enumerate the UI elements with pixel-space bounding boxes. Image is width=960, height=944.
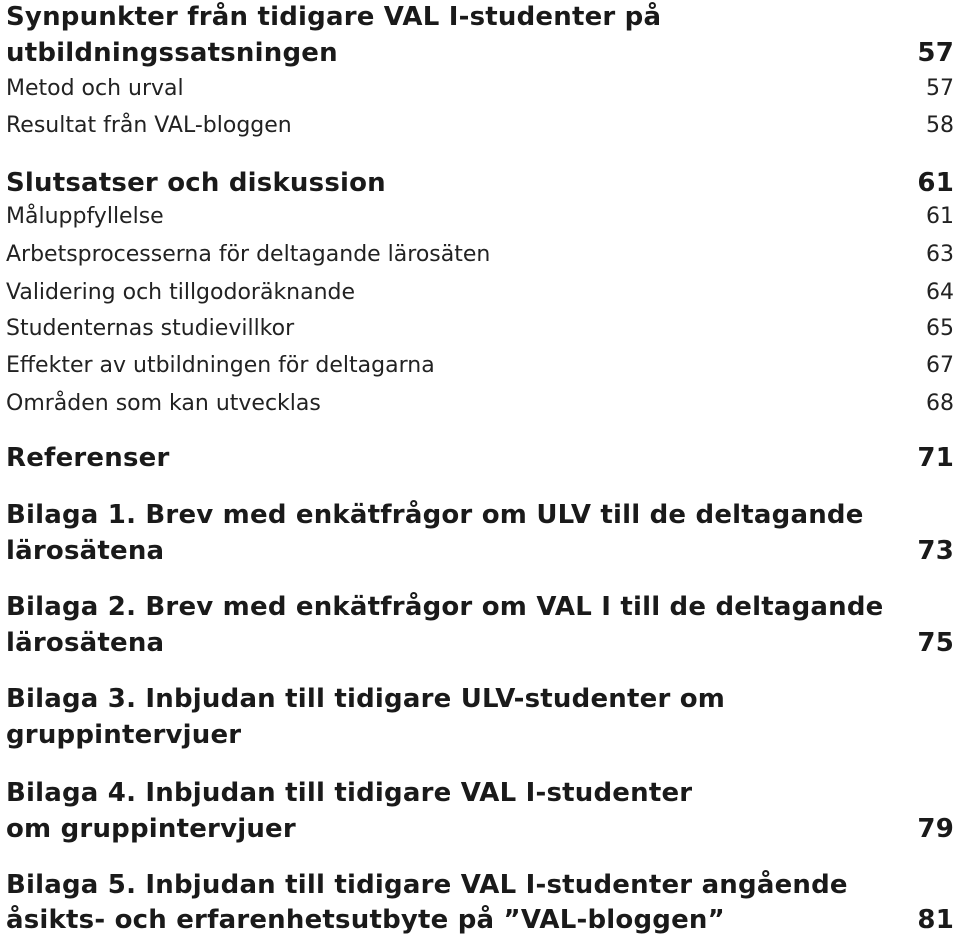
toc-item-metod[interactable] [6,78,954,100]
toc-page-number: 61 [917,168,954,198]
toc-item-validering[interactable] [6,282,954,304]
toc-heading-text: Slutsatser och diskussion [6,168,386,198]
toc-heading-text: gruppintervjuer [6,720,242,750]
toc-page-number: 81 [917,905,954,935]
toc-item-arbetsprocesserna[interactable] [6,244,954,266]
toc-heading-slutsatser[interactable] [6,170,954,196]
toc-page-number: 68 [926,391,954,416]
toc-item-text: Validering och tillgodoräknande [6,280,356,305]
toc-item-resultat[interactable] [6,115,954,137]
toc-page-number: 75 [917,628,954,658]
toc-heading-bilaga5-line1[interactable] [6,872,954,898]
toc-item-omraden[interactable] [6,393,954,415]
toc-heading-text: Referenser [6,443,170,473]
toc-item-text: Måluppfyllelse [6,204,164,229]
toc-page-number: 71 [917,443,954,473]
toc-page-number: 57 [926,76,954,101]
toc-heading-bilaga3-line1[interactable] [6,686,954,712]
toc-heading-bilaga1-line1[interactable] [6,502,954,528]
toc-heading-bilaga2-line2[interactable] [6,630,954,656]
toc-heading-synpunkter-line2[interactable] [6,40,954,66]
toc-heading-bilaga3-line2[interactable] [6,722,954,748]
toc-heading-text: Bilaga 5. Inbjudan till tidigare VAL I-studenter angående [6,870,848,900]
toc-page-number: 67 [926,353,954,378]
toc-item-text: Resultat från VAL-bloggen [6,113,292,138]
toc-heading-bilaga4-line2[interactable] [6,816,954,842]
toc-heading-synpunkter-line1[interactable] [6,4,954,30]
toc-heading-text: utbildningssatsningen [6,38,338,68]
toc-item-studievillkor[interactable] [6,318,954,340]
toc-item-text: Arbetsprocesserna för deltagande lärosäten [6,242,491,267]
toc-heading-text: om gruppintervjuer [6,814,296,844]
toc-heading-bilaga4-line1[interactable] [6,780,954,806]
toc-page-number: 58 [926,113,954,138]
toc-heading-bilaga5-line2[interactable] [6,907,954,933]
toc-heading-text: lärosätena [6,628,165,658]
toc-page-number: 61 [926,204,954,229]
toc-page-number: 57 [917,38,954,68]
toc-heading-bilaga1-line2[interactable] [6,538,954,564]
toc-item-maluppfyllelse[interactable] [6,206,954,228]
toc-heading-text: Bilaga 1. Brev med enkätfrågor om ULV till de deltagande [6,500,864,530]
toc-heading-referenser[interactable] [6,445,954,471]
toc-page-number: 65 [926,316,954,341]
toc-heading-text: åsikts- och erfarenhetsutbyte på ”VAL-bloggen” [6,905,725,935]
toc-heading-bilaga2-line1[interactable] [6,594,954,620]
toc-item-text: Metod och urval [6,76,184,101]
toc-page-number: 63 [926,242,954,267]
toc-item-text: Effekter av utbildningen för deltagarna [6,353,435,378]
toc-heading-text: Bilaga 4. Inbjudan till tidigare VAL I-studenter [6,778,693,808]
toc-page-number: 73 [917,536,954,566]
toc-heading-text: Bilaga 3. Inbjudan till tidigare ULV-studenter om [6,684,726,714]
toc-item-text: Områden som kan utvecklas [6,391,321,416]
toc-heading-text: lärosätena [6,536,165,566]
toc-page-number: 79 [917,814,954,844]
toc-heading-text: Synpunkter från tidigare VAL I-studenter på [6,2,662,32]
toc-item-text: Studenternas studievillkor [6,316,295,341]
toc-item-effekter[interactable] [6,355,954,377]
toc-page-number: 64 [926,280,954,305]
toc-heading-text: Bilaga 2. Brev med enkätfrågor om VAL I till de deltagande [6,592,884,622]
